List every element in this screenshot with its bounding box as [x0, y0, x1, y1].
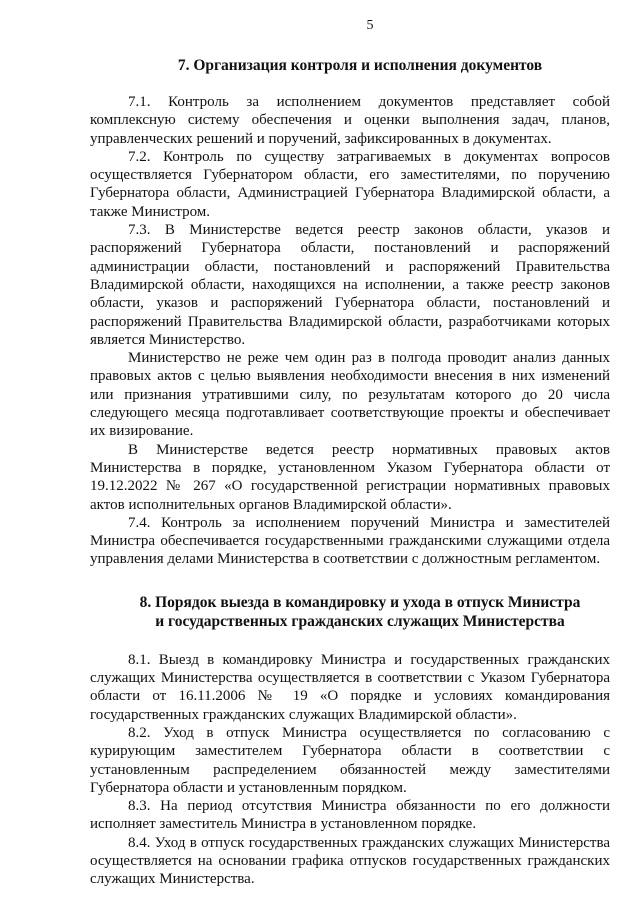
- section-7-body: [90, 93, 610, 569]
- paragraph-7-4: 7.4. Контроль за исполнением поручений Министра и заместителей Министра обеспечивается государственными гражданскими служащими отдела управления делами Министерства в соответствии с должностным регламентом.: [90, 514, 610, 568]
- paragraph-8-4: 8.4. Уход в отпуск государственных гражданских служащих Министерства осуществляется на основании графика отпусков государственных гражданских служащих Министерства.: [90, 834, 610, 888]
- paragraph-7-2: 7.2. Контроль по существу затрагиваемых в документах вопросов осуществляется Губернатором области, его заместителями, по поручению Губернатора области, Администрацией Губернатора Владимирской области, а также Министром.: [90, 148, 610, 220]
- paragraph-7-3: 7.3. В Министерстве ведется реестр законов области, указов и распоряжений Губернатора области, постановлений и распоряжений администрации области, постановлений и распоряжений Правительства Владимирской области, находящихся на исполнении, а также реестр законов области, указов и распоряжений Губернатора области, постановлений и распоряжений Правительства Владимирской области, разработчиками которых является Министерство.: [90, 222, 610, 348]
- page-number: 5: [366, 18, 374, 33]
- paragraph-8-3: 8.3. На период отсутствия Министра обязанности по его должности исполняет заместитель Министра в установленном порядке.: [90, 798, 610, 833]
- paragraph-7-3-registry: В Министерстве ведется реестр нормативных правовых актов Министерства в порядке, установленном Указом Губернатора области от 19.12.2022 № 267 «О государственной регистрации нормативных правовых актов исполнительных органов Владимирской области».: [90, 441, 610, 513]
- section-8-title-line-2: и государственных гражданских служащих Министерства: [155, 612, 565, 630]
- section-8-title: [90, 593, 610, 631]
- section-8-title-line-1: 8. Порядок выезда в командировку и ухода в отпуск Министра: [139, 593, 581, 611]
- paragraph-7-3-analysis: Министерство не реже чем один раз в полгода проводит анализ данных правовых актов с целью выявления необходимости внесения в них изменений или признания утратившими силу, по результатам которого до 20 числа следующего месяца подготавливает соответствующие проекты и обеспечивает их визирование.: [90, 350, 610, 440]
- section-8-body: [90, 651, 610, 889]
- paragraph-8-1: 8.1. Выезд в командировку Министра и государственных гражданских служащих Министерства осуществляется в соответствии с Указом Губернатора области от 16.11.2006 № 19 «О порядке и условиях командирования государственных гражданских служащих Владимирской области».: [90, 651, 610, 723]
- paragraph-8-2: 8.2. Уход в отпуск Министра осуществляется по согласованию с курирующим заместителем Губернатора области в соответствии с установленным распределением обязанностей между заместителями Губернатора области и установленным порядком.: [90, 724, 610, 796]
- paragraph-7-1: 7.1. Контроль за исполнением документов представляет собой комплексную систему обеспечения и оценки выполнения задач, планов, управленческих решений и поручений, зафиксированных в документах.: [90, 94, 610, 147]
- section-7-title: 7. Организация контроля и исполнения документов: [177, 57, 543, 74]
